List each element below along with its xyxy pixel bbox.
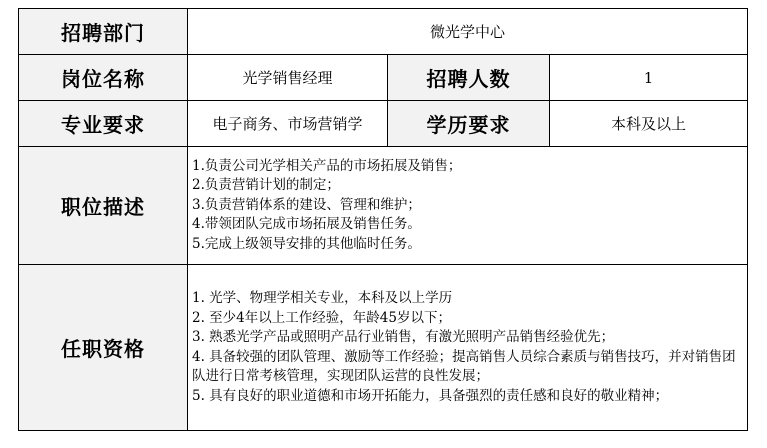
- major-value: 电子商务、市场营销学: [188, 101, 388, 147]
- qualification-item: 3. 熟悉光学产品或照明产品行业销售，有激光照明产品销售经验优先；: [192, 329, 615, 345]
- qualification-item: 2. 至少4年以上工作经验，年龄45岁以下；: [192, 309, 451, 326]
- headcount-label: 招聘人数: [388, 55, 550, 101]
- description-item: 4.带领团队完成市场拓展及销售任务。: [192, 216, 421, 233]
- description-item: 1.负责公司光学相关产品的市场拓展及销售；: [192, 157, 462, 174]
- department-label: 招聘部门: [19, 9, 188, 55]
- requirements-row: [19, 101, 748, 147]
- qualifications-label: 任职资格: [19, 265, 188, 431]
- department-row: [19, 9, 748, 55]
- position-label: 岗位名称: [19, 55, 188, 101]
- qualifications-content: [188, 265, 748, 431]
- education-label: 学历要求: [388, 101, 550, 147]
- description-item: 3.负责营销体系的建设、管理和维护；: [192, 196, 421, 213]
- description-content: [188, 147, 748, 265]
- description-item: 5.完成上级领导安排的其他临时任务。: [192, 235, 421, 252]
- qualification-item: 4. 具备较强的团队管理、激励等工作经验；提高销售人员综合素质与销售技巧，并对销售团队进行日常考核管理，实现团队运营的良性发展；: [192, 348, 736, 384]
- description-row: [19, 147, 748, 265]
- major-label: 专业要求: [19, 101, 188, 147]
- qualification-item: 1. 光学、物理学相关专业，本科及以上学历: [192, 290, 453, 306]
- position-row: [19, 55, 748, 101]
- headcount-value: 1: [550, 55, 748, 101]
- job-posting-table: [18, 8, 748, 431]
- education-value: 本科及以上: [550, 101, 748, 147]
- position-value: 光学销售经理: [188, 55, 388, 101]
- qualifications-row: [19, 265, 748, 431]
- department-value: 微光学中心: [188, 9, 748, 55]
- description-label: 职位描述: [19, 147, 188, 265]
- qualification-item: 5. 具有良好的职业道德和市场开拓能力，具备强烈的责任感和良好的敬业精神；: [192, 387, 669, 404]
- description-item: 2.负责营销计划的制定；: [192, 177, 340, 194]
